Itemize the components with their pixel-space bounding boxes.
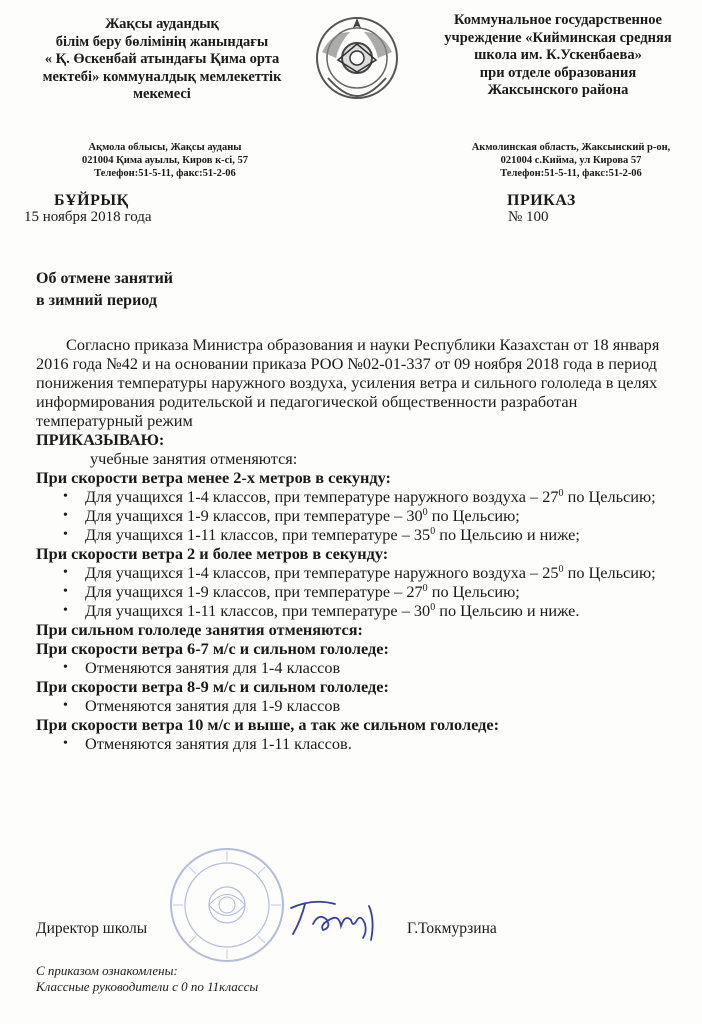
ice-heading: При сильном гололеде занятия отменяются:: [36, 620, 363, 639]
section-heading: При скорости ветра менее 2-х метров в секунду:: [36, 468, 391, 487]
header-ru-line: школа им. К.Ускенбаева»: [474, 47, 642, 63]
state-emblem-icon: [314, 12, 400, 104]
section-heading: При скорости ветра 2 и более метров в секунду:: [36, 544, 389, 563]
list-item: • Для учащихся 1-11 классов, при температуре – $30^0$ по Цельсию и ниже.: [36, 601, 676, 620]
address-ru-line: Телефон:51-5-11, факс:51-2-06: [500, 168, 642, 179]
subject-line: Об отмене занятий: [36, 270, 174, 287]
section-heading: При скорости ветра 10 м/с и выше, а так же сильном гололеде:: [36, 715, 499, 734]
handwritten-signature-icon: [283, 894, 393, 944]
lessons-cancelled-text: учебные занятия отменяются:: [90, 449, 298, 468]
section-heading: При скорости ветра 6-7 м/с и сильном гололеде:: [36, 639, 389, 658]
list-item: • Для учащихся 1-9 классов, при температуре – $30^0$ по Цельсию;: [36, 506, 676, 525]
header-kz-line: « Қ. Өскенбай атындағы Қима орта: [44, 51, 280, 67]
address-kz: [46, 141, 284, 180]
order-subject: [36, 268, 173, 312]
address-kz-line: Телефон:51-5-11, факс:51-2-06: [94, 168, 236, 179]
order-title-ru: ПРИКАЗ: [507, 192, 576, 209]
list-item: • Для учащихся 1-4 классов, при температуре наружного воздуха – $27^0$ по Цельсию;: [36, 487, 676, 506]
intro-paragraph: Согласно приказа Министра образования и науки Республики Казахстан от 18 января 2016 года №42 и на основании приказа РОО №02-01-337 от 09 ноября 2018 года в период понижения температуры наружного воздуха, усиления ветра и сильного гололеда в целях информирования родительской и педагогической общественности разработан температурный режим: [36, 335, 660, 430]
bullet-list: [36, 658, 676, 677]
acknowledgment-line: С приказом ознакомлены:: [36, 963, 178, 978]
list-item: • Для учащихся 1-11 классов, при температуре – $35^0$ по Цельсию и ниже;: [36, 525, 676, 544]
address-ru: [460, 141, 682, 180]
order-title-kz: БҰЙРЫҚ: [54, 192, 129, 209]
section-heading: При скорости ветра 8-9 м/с и сильном гололеде:: [36, 677, 389, 696]
director-title: Директор школы: [36, 920, 148, 937]
order-body: [36, 335, 676, 753]
header-ru-line: при отделе образования: [479, 64, 637, 81]
address-ru-line: 021004 с.Кийма, ул Кирова 57: [500, 155, 642, 166]
address-ru-line: Акмолинская область, Жаксынский р-он,: [471, 142, 671, 153]
order-number: № 100: [508, 209, 549, 225]
bullet-list: [36, 696, 676, 715]
bullet-list: [36, 734, 676, 753]
header-kz-line: білім беру бөлімінің жанындағы: [55, 33, 269, 50]
bullet-list: [36, 487, 676, 544]
acknowledgment-line: Классные руководители с 0 по 11классы: [36, 979, 259, 994]
header-ru-line: учреждение «Кийминская средняя: [444, 29, 672, 46]
list-item: • Для учащихся 1-9 классов, при температуре – $27^0$ по Цельсию;: [36, 582, 676, 601]
list-item: • Отменяются занятия для 1-9 классов: [36, 696, 676, 715]
list-item: • Для учащихся 1-4 классов, при температуре наружного воздуха – $25^0$ по Цельсию;: [36, 563, 676, 582]
header-ru-line: Коммунальное государственное: [454, 12, 662, 28]
school-stamp-icon: [168, 846, 286, 964]
header-ru-line: Жаксынского района: [487, 82, 629, 98]
address-kz-line: 021004 Қима ауылы, Киров к-сі, 57: [82, 155, 248, 166]
bullet-list: [36, 563, 676, 620]
director-name: Г.Токмурзина: [407, 920, 497, 937]
header-kz-line: Жақсы аудандық: [105, 16, 219, 32]
list-item: • Отменяются занятия для 1-11 классов.: [36, 734, 676, 753]
prikazyvayu-heading: ПРИКАЗЫВАЮ:: [36, 430, 165, 449]
list-item: • Отменяются занятия для 1-4 классов: [36, 658, 676, 677]
order-date: 15 ноября 2018 года: [24, 209, 152, 225]
header-kz-line: мекемесі: [133, 86, 191, 102]
acknowledgment: [36, 963, 258, 995]
address-kz-line: Ақмола облысы, Жақсы ауданы: [88, 142, 242, 153]
subject-line: в зимний период: [36, 292, 157, 309]
header-ru: [438, 12, 678, 100]
header-kz: [38, 16, 286, 104]
header-kz-line: мектебі» коммуналдық мемлекеттік: [42, 68, 282, 85]
